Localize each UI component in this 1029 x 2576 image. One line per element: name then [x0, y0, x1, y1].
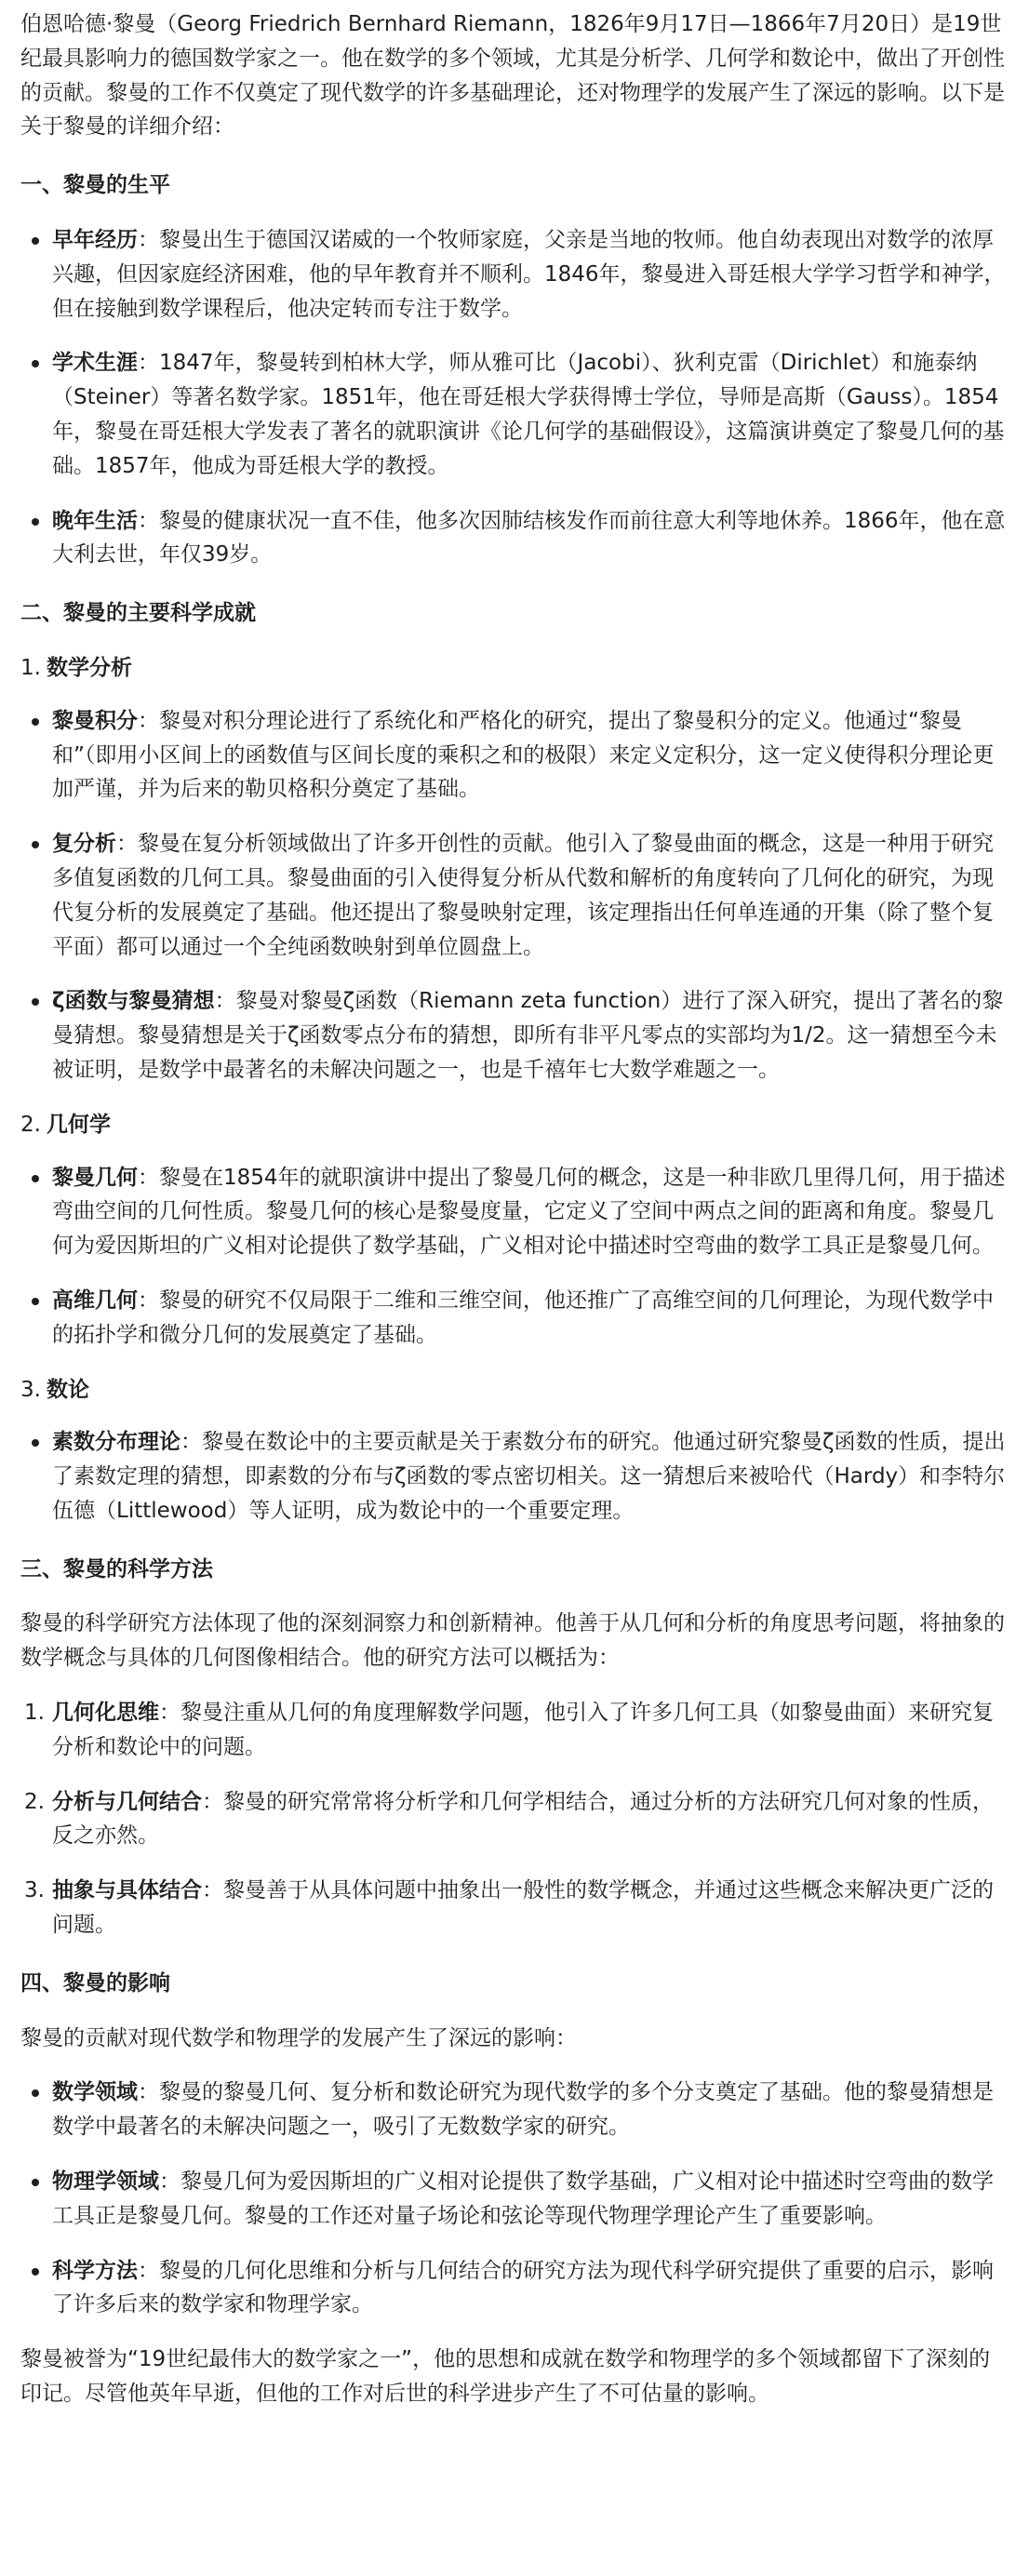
- method-list: [20, 1696, 1009, 1942]
- item-text: ：1847年，黎曼转到柏林大学，师从雅可比（Jacobi）、狄利克雷（Dirichlet）和施泰纳（Steiner）等著名数学家。1851年，他在哥廷根大学获得博士学位，导师是高斯（Gauss）。1854年，黎曼在哥廷根大学发表了著名的就职演讲《论几何学的基础假设》，这篇演讲奠定了黎曼几何的基础。1857年，他成为哥廷根大学的教授。: [52, 351, 1005, 478]
- list-item: [52, 504, 1009, 573]
- subsection-number: 2.: [20, 1112, 41, 1137]
- item-label: 物理学领域: [52, 2169, 159, 2195]
- subsection-number: 1.: [20, 655, 41, 680]
- item-text: ：黎曼在复分析领域做出了许多开创性的贡献。他引入了黎曼曲面的概念，这是一种用于研究多值复函数的几何工具。黎曼曲面的引入使得复分析从代数和解析的角度转向了几何化的研究，为现代复分析的发展奠定了基础。他还提出了黎曼映射定理，该定理指出任何单连通的开集（除了整个复平面）都可以通过一个全纯函数映射到单位圆盘上。: [52, 832, 994, 959]
- section-heading-influence: 四、黎曼的影响: [20, 1970, 170, 1995]
- list-item: [52, 1696, 1009, 1765]
- list-item: [52, 1874, 1009, 1942]
- item-text: ：黎曼几何为爱因斯坦的广义相对论提供了数学基础，广义相对论中描述时空弯曲的数学工具正是黎曼几何。黎曼的工作还对量子场论和弦论等现代物理学理论产生了重要影响。: [52, 2169, 994, 2228]
- item-text: ：黎曼对积分理论进行了系统化和严格化的研究，提出了黎曼积分的定义。他通过“黎曼和”（即用小区间上的函数值与区间长度的乘积之和的极限）来定义定积分，这一定义使得积分理论更加严谨，并为后来的勒贝格积分奠定了基础。: [52, 708, 995, 802]
- list-item: [52, 984, 1009, 1087]
- subsection-heading-geometry: [20, 1108, 1009, 1142]
- list-item: [52, 346, 1009, 483]
- list-item: [52, 2254, 1009, 2323]
- item-label: 复分析: [52, 832, 116, 857]
- list-item: [52, 1161, 1009, 1263]
- subsection-number: 3.: [20, 1377, 41, 1402]
- number-theory-list: [20, 1425, 1009, 1528]
- list-item: [52, 1284, 1009, 1353]
- item-text: ：黎曼在数论中的主要贡献是关于素数分布的研究。他通过研究黎曼ζ函数的性质，提出了素数定理的猜想，即素数的分布与ζ函数的零点密切相关。这一猜想后来被哈代（Hardy）和李特尔伍德（Littlewood）等人证明，成为数论中的一个重要定理。: [52, 1430, 1006, 1523]
- item-label: 黎曼积分: [52, 708, 138, 733]
- list-item: [52, 2075, 1009, 2144]
- subsection-heading-analysis: [20, 651, 1009, 686]
- item-label: 晚年生活: [52, 508, 138, 533]
- influence-paragraph: 黎曼的贡献对现代数学和物理学的发展产生了深远的影响：: [20, 2025, 577, 2050]
- list-item: [52, 2165, 1009, 2234]
- section-heading-achievements: 二、黎曼的主要科学成就: [20, 601, 256, 626]
- item-label: 分析与几何结合: [52, 1789, 202, 1814]
- item-text: ：黎曼在1854年的就职演讲中提出了黎曼几何的概念，这是一种非欧几里得几何，用于描述弯曲空间的几何性质。黎曼几何的核心是黎曼度量，它定义了空间中两点之间的距离和角度。黎曼几何为爱因斯坦的广义相对论提供了数学基础，广义相对论中描述时空弯曲的数学工具正是黎曼几何。: [52, 1165, 1006, 1259]
- item-label: 抽象与具体结合: [52, 1878, 202, 1903]
- item-label: 高维几何: [52, 1288, 138, 1313]
- geometry-list: [20, 1161, 1009, 1353]
- item-label: 早年经历: [52, 227, 138, 252]
- item-text: ：黎曼注重从几何的角度理解数学问题，他引入了许多几何工具（如黎曼曲面）来研究复分析和数论中的问题。: [52, 1701, 994, 1759]
- item-text: ：黎曼的黎曼几何、复分析和数论研究为现代数学的多个分支奠定了基础。他的黎曼猜想是数学中最著名的未解决问题之一，吸引了无数数学家的研究。: [52, 2080, 994, 2140]
- subsection-title: 数学分析: [46, 655, 132, 680]
- item-text: ：黎曼的研究不仅局限于二维和三维空间，他还推广了高维空间的几何理论，为现代数学中的拓扑学和微分几何的发展奠定了基础。: [52, 1288, 994, 1347]
- item-text: ：黎曼的几何化思维和分析与几何结合的研究方法为现代科学研究提供了重要的启示，影响了许多后来的数学家和物理学家。: [52, 2258, 994, 2317]
- list-item: [52, 704, 1009, 807]
- item-label: 数学领域: [52, 2080, 138, 2105]
- section-heading-method: 三、黎曼的科学方法: [20, 1556, 213, 1582]
- analysis-list: [20, 704, 1009, 1088]
- list-item: [52, 223, 1009, 326]
- item-label: 黎曼几何: [52, 1165, 138, 1190]
- method-paragraph: 黎曼的科学研究方法体现了他的深刻洞察力和创新精神。他善于从几何和分析的角度思考问题，将抽象的数学概念与具体的几何图像相结合。他的研究方法可以概括为：: [20, 1611, 1005, 1671]
- item-text: ：黎曼对黎曼ζ函数（Riemann zeta function）进行了深入研究，提出了著名的黎曼猜想。黎曼猜想是关于ζ函数零点分布的猜想，即所有非平凡零点的实部均为1/2。这一猜想至今未被证明，是数学中最著名的未解决问题之一，也是千禧年七大数学难题之一。: [52, 989, 1004, 1082]
- item-label: ζ函数与黎曼猜想: [52, 989, 215, 1014]
- subsection-title: 几何学: [46, 1112, 111, 1137]
- item-text: ：黎曼的健康状况一直不佳，他多次因肺结核发作而前往意大利等地休养。1866年，他在意大利去世，年仅39岁。: [52, 508, 1006, 567]
- item-label: 素数分布理论: [52, 1430, 180, 1455]
- closing-paragraph: 黎曼被誉为“19世纪最伟大的数学家之一”，他的思想和成就在数学和物理学的多个领域都留下了深刻的印记。尽管他英年早逝，但他的工作对后世的科学进步产生了不可估量的影响。: [20, 2347, 991, 2407]
- list-item: [52, 827, 1009, 964]
- subsection-title: 数论: [46, 1377, 89, 1402]
- item-text: ：黎曼的研究常常将分析学和几何学相结合，通过分析的方法研究几何对象的性质，反之亦然。: [52, 1789, 994, 1849]
- item-label: 学术生涯: [52, 351, 138, 376]
- life-list: [20, 223, 1009, 572]
- list-item: [52, 1785, 1009, 1854]
- item-text: ：黎曼善于从具体问题中抽象出一般性的数学概念，并通过这些概念来解决更广泛的问题。: [52, 1878, 994, 1938]
- item-text: ：黎曼出生于德国汉诺威的一个牧师家庭，父亲是当地的牧师。他自幼表现出对数学的浓厚兴趣，但因家庭经济困难，他的早年教育并不顺利。1846年，黎曼进入哥廷根大学学习哲学和神学，但在接触到数学课程后，他决定转而专注于数学。: [52, 227, 1006, 321]
- item-label: 几何化思维: [52, 1701, 159, 1726]
- item-label: 科学方法: [52, 2258, 138, 2283]
- intro-paragraph: 伯恩哈德·黎曼（Georg Friedrich Bernhard Riemann，1826年9月17日—1866年7月20日）是19世纪最具影响力的德国数学家之一。他在数学的多个领域，尤其是分析学、几何学和数论中，做出了开创性的贡献。黎曼的工作不仅奠定了现代数学的许多基础理论，还对物理学的发展产生了深远的影响。以下是关于黎曼的详细介绍：: [20, 12, 1005, 140]
- subsection-heading-number-theory: [20, 1373, 1009, 1408]
- list-item: [52, 1425, 1009, 1528]
- section-heading-life: 一、黎曼的生平: [20, 173, 170, 198]
- influence-list: [20, 2075, 1009, 2322]
